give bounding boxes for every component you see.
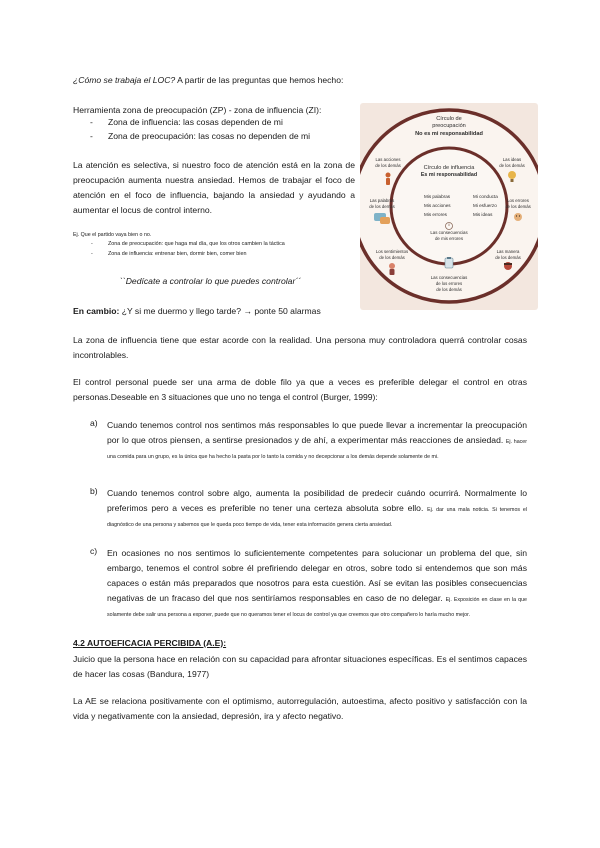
example-intro: Ej. Que el partido vaya bien o no.	[73, 232, 152, 238]
circle-diagram	[360, 103, 538, 310]
section-title: 4.2 AUTOEFICACIA PERCIBIDA (A.E):	[73, 638, 227, 648]
outer-label: de los demás	[369, 204, 395, 209]
situation-note: Ej. dar una mala noticia. Si tenemos el diagnóstico de una persona y sabemos que le queda poco tiempo de vida, tener esta información genera cierta ansiedad.	[107, 507, 527, 528]
situation-text: Cuando tenemos control sobre algo, aumenta la posibilidad de predecir cuándo ocurrirá. Normalmente lo preferimos pero a veces es preferible no tener una certeza absoluta sobre ello.	[107, 488, 527, 513]
outer-label: de los demás	[379, 255, 405, 260]
inner-subtitle: Es mi responsabilidad	[420, 172, 478, 178]
inner-bottom-1: Las consecuencias	[430, 230, 468, 235]
situation-b	[90, 486, 527, 531]
face-icon	[504, 262, 512, 270]
encambio-text: ¿Y si me duermo y llego tarde? → ponte 50 alarmas	[119, 306, 321, 316]
intro-line	[73, 73, 527, 88]
outer-label: Las ideas	[502, 157, 522, 162]
inner-item: Mis acciones	[424, 203, 451, 208]
inner-item: Mis ideas	[473, 212, 493, 217]
clipboard-icon	[445, 257, 453, 268]
intro-rest: A partir de las preguntas que hemos hecho:	[175, 75, 344, 85]
dash-marker: -	[91, 251, 93, 257]
inner-item: Mi esfuerzo	[473, 203, 497, 208]
outer-title-1: Círculo de	[436, 116, 462, 122]
section-definition: Juicio que la persona hace en relación con su capacidad para afrontar situaciones específicas. Es el sentimos capaces de hacer las cosas (Bandura, 1977)	[73, 654, 527, 679]
inner-bottom-2: de mis errores	[434, 236, 464, 241]
outer-label: Los errores	[507, 198, 529, 203]
outer-label: de los demás	[436, 287, 462, 292]
quote: ``Dedícate a controlar lo que puedes controlar´´	[120, 276, 302, 286]
encambio-label: En cambio:	[73, 306, 120, 316]
dash-marker: -	[90, 131, 93, 141]
attention-paragraph: La atención es selectiva, si nuestro foco de atención está en la zona de preocupación aumenta nuestra ansiedad. Hemos de trabajar el foco de atención en el foco de influencia, bajando la ansiedad y ayudando a aumentar el locus de control interno.	[73, 160, 355, 215]
situation-note: Ej. hacer una comida para un grupo, es la única que ha hecho la pasta por lo tanto la comida y no decepcionar a los demás depende solamente de mi.	[107, 439, 528, 460]
outer-label: de los errores	[435, 281, 463, 286]
inner-item: Mis palabras	[424, 194, 451, 199]
tool-item: Zona de preocupación: las cosas no dependen de mi	[108, 131, 311, 141]
inner-item: Mi conducta	[473, 194, 498, 199]
tool-heading: Herramienta zona de preocupación (ZP) - zona de influencia (ZI):	[73, 105, 322, 115]
situation-label: a)	[90, 418, 98, 428]
outer-label: de los demás	[495, 255, 521, 260]
situation-label: c)	[90, 546, 98, 556]
outer-label: de los demás	[375, 163, 401, 168]
outer-title-2: preocupación	[432, 123, 466, 129]
outer-label: de los demás	[505, 204, 531, 209]
outer-label: Las palabras	[369, 198, 395, 203]
situation-text: Cuando tenemos control nos sentimos más responsables lo que puede llevar a incrementar la preocupación por lo que otros piensen, a sentirse presionados y de ahí, a experimentar más reacciones de ansiedad.	[107, 420, 527, 445]
tool-item: Zona de influencia: las cosas dependen de mi	[108, 117, 283, 127]
person-icon	[386, 173, 391, 186]
situation-label: b)	[90, 486, 98, 496]
zone-reality-paragraph: La zona de influencia tiene que estar acorde con la realidad. Una persona muy controladora querrá controlar cosas incontrolables.	[73, 335, 527, 360]
dash-marker: -	[90, 117, 93, 127]
section-relation: La AE se relaciona positivamente con el optimismo, autorregulación, autoestima, afecto positivo y satisfacción con la vida y negativamente con la ansiedad, depresión, ira y afecto negativo.	[73, 696, 527, 721]
situation-a	[90, 418, 527, 463]
outer-label: Las acciones	[375, 157, 401, 162]
example-item: Zona de influencia: entrenar bien, dormir bien, comer bien	[108, 251, 247, 257]
outer-subtitle: No es mi responsabilidad	[415, 131, 483, 137]
inner-title: Círculo de influencia	[423, 165, 475, 171]
example-item: Zona de preocupación: que haga mal día, que los otros cambien la táctica	[108, 241, 285, 247]
outer-label: Las consecuencias	[430, 275, 468, 280]
sad-face-icon	[514, 213, 522, 221]
outer-label: Las manera	[496, 249, 520, 254]
situation-c	[90, 546, 527, 621]
inner-item: Mis errores	[424, 212, 447, 217]
outer-label: Los sentimientos	[375, 249, 409, 254]
intro-question: ¿Cómo se trabaja el LOC?	[73, 75, 176, 85]
situation-note: Ej. Exposición en clase en la que solamente debe salir una persona a exponer, puede que no queramos tener el locus de control ya que creemos que otro compañero lo haría mucho mejor.	[107, 597, 527, 618]
dash-marker: -	[91, 241, 93, 247]
circle-diagram-svg	[360, 103, 538, 310]
outer-label: de los demás	[499, 163, 525, 168]
situation-text: En ocasiones no nos sentimos lo suficientemente competentes para solucionar un problema del que, sin embargo, tenemos el control sobre él prefiriendo delegar en otros, sobre todo si entendemos que son más capaces o están más preparados que nosotros para esta cuestión. Así se evitan las posibles consecuencias negativas de un fracaso del que nos sentiríamos responsables en caso de no delegar.	[107, 548, 527, 603]
control-paragraph: El control personal puede ser una arma de doble filo ya que a veces es preferible delegar el control en otras personas.Deseable en 3 situaciones que uno no tenga el control (Burger, 1999):	[73, 377, 527, 402]
